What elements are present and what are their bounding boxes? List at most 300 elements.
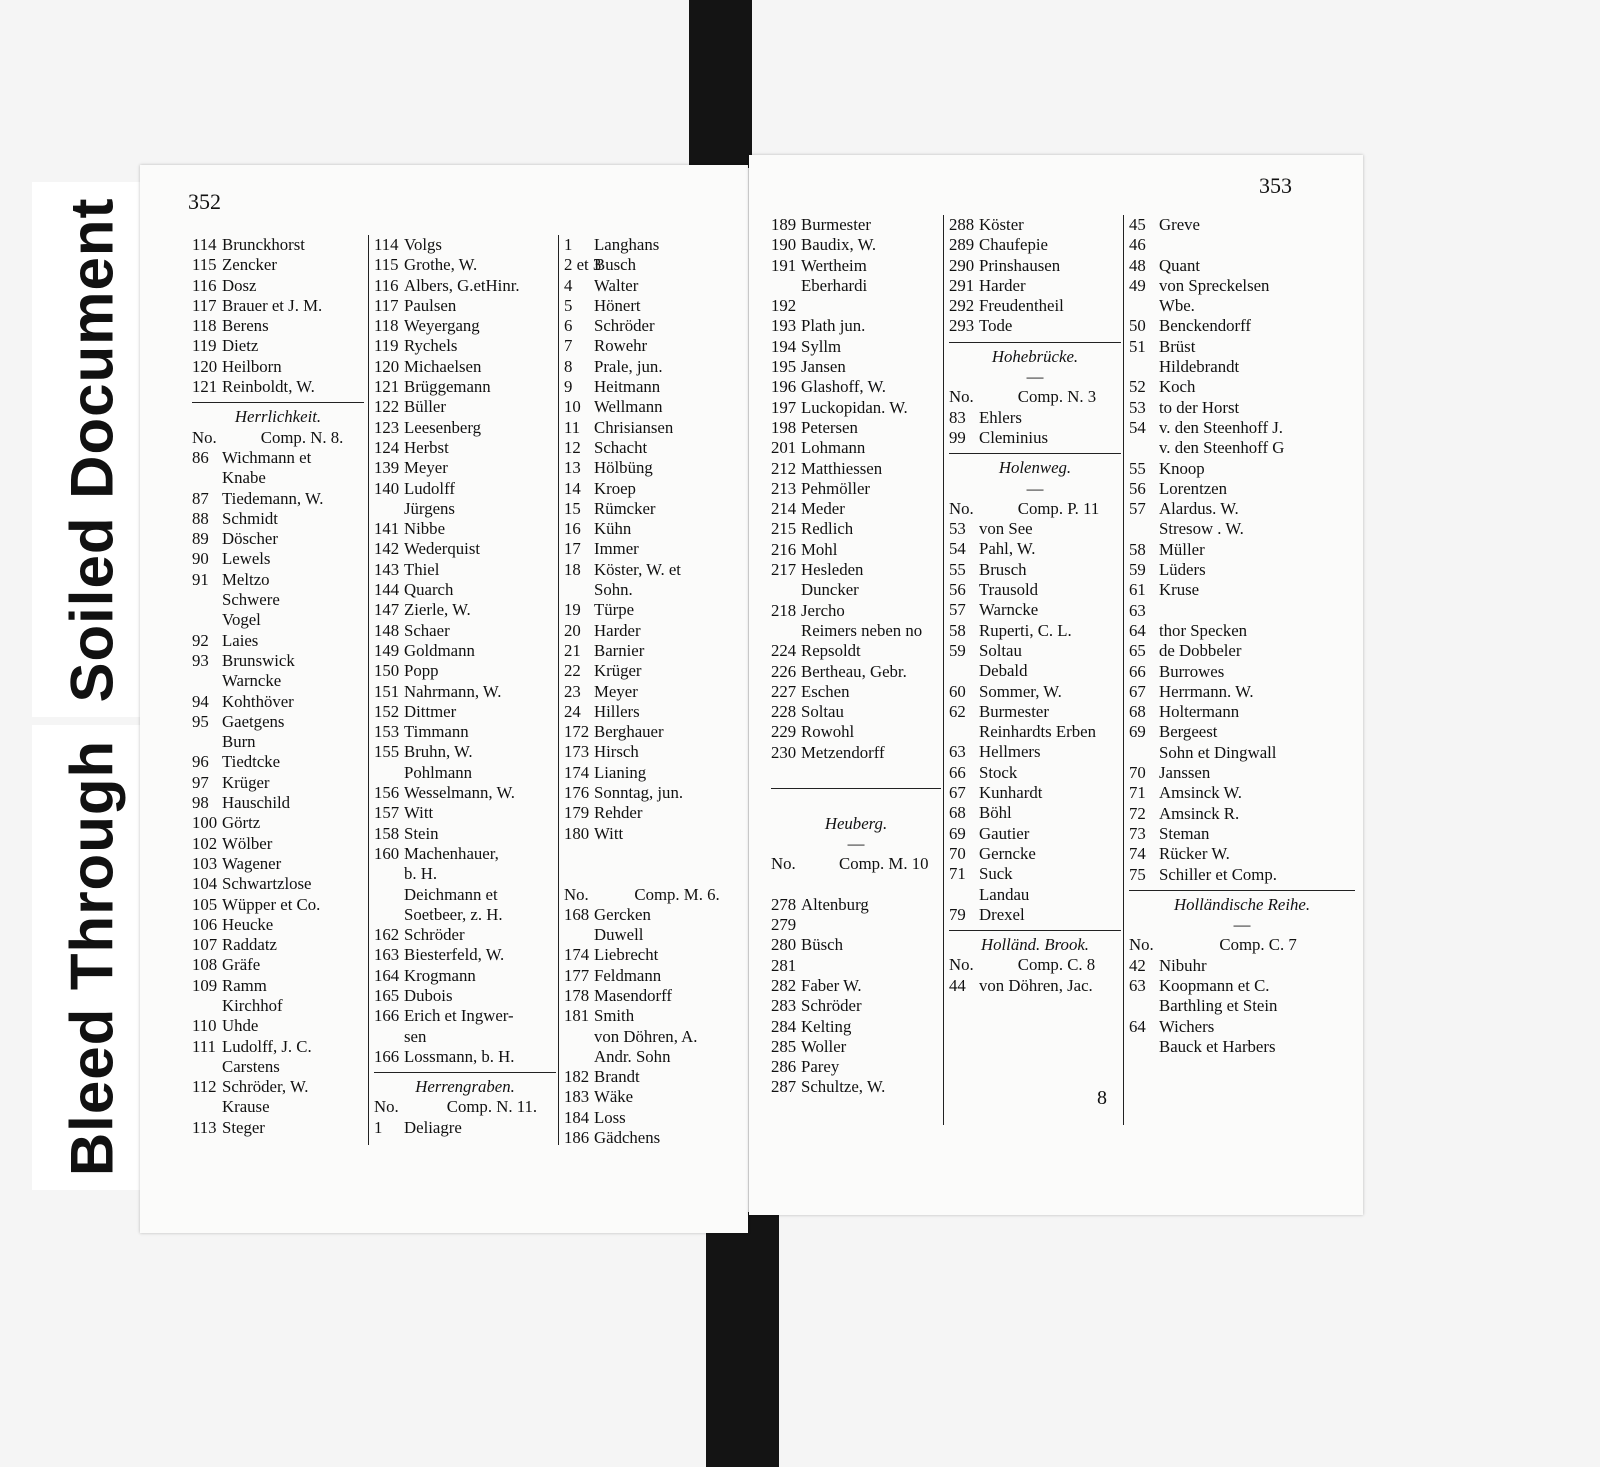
entry-name: Ramm: [222, 975, 267, 995]
list-item: [374, 986, 556, 1006]
list-item: [564, 945, 740, 965]
list-item: [771, 276, 941, 296]
entry-number: 195: [771, 357, 797, 377]
entry-name: Rehder: [594, 803, 643, 823]
entry-name: Jercho: [801, 600, 845, 620]
list-item: [1129, 276, 1355, 296]
entry-number: 2 et 3: [564, 255, 602, 275]
entry-name: Schröder, W.: [222, 1077, 309, 1097]
entry-number: 96: [192, 752, 209, 772]
header-comp: Comp. C. 7: [1219, 935, 1297, 955]
list-item: [192, 590, 364, 610]
entry-name: Eberhardi: [801, 275, 868, 295]
list-item: [771, 256, 941, 276]
entry-name: Dietz: [222, 336, 259, 356]
list-item: [1129, 479, 1355, 499]
entry-name: Görtz: [222, 813, 261, 833]
column-header: [564, 885, 740, 905]
section-dash: —: [1026, 367, 1044, 387]
entry-number: 115: [192, 255, 217, 275]
entry-name: von Döhren, Jac.: [979, 975, 1093, 995]
list-item: [1129, 824, 1355, 844]
entry-name: Stresow . W.: [1159, 519, 1244, 539]
header-no: No.: [374, 1097, 399, 1117]
list-item: [192, 895, 364, 915]
entry-name: Koch: [1159, 377, 1196, 397]
list-item: [374, 458, 556, 478]
list-item: [374, 722, 556, 742]
entry-number: 24: [564, 701, 581, 721]
entry-number: 73: [1129, 823, 1146, 843]
entry-number: 140: [374, 478, 400, 498]
entry-number: 20: [564, 620, 581, 640]
entry-number: 213: [771, 478, 797, 498]
entry-name: Tiedtcke: [222, 752, 281, 772]
column-header: [1129, 935, 1355, 955]
list-item: [771, 540, 941, 560]
blank-line: [771, 763, 941, 783]
list-item: [949, 905, 1121, 925]
list-item: [564, 661, 740, 681]
entry-number: 164: [374, 965, 400, 985]
entry-name: Meder: [801, 499, 845, 519]
entry-number: 279: [771, 915, 797, 935]
entry-name: Ludolff: [404, 478, 455, 498]
entry-name: Gädchens: [594, 1128, 661, 1148]
list-item: [192, 529, 364, 549]
list-item: [564, 621, 740, 641]
entry-name: Hirsch: [594, 742, 639, 762]
entry-name: Alardus. W.: [1159, 499, 1239, 519]
list-item: [1129, 662, 1355, 682]
entry-number: 156: [374, 783, 400, 803]
list-item: [771, 499, 941, 519]
entry-name: Kohthöver: [222, 691, 294, 711]
list-item: [771, 601, 941, 621]
right-page: [749, 155, 1363, 1215]
entry-name: Bertheau, Gebr.: [801, 661, 907, 681]
list-item: [949, 702, 1121, 722]
entry-number: 151: [374, 681, 400, 701]
entry-number: 54: [1129, 417, 1146, 437]
list-item: [949, 296, 1121, 316]
list-item: [564, 1067, 740, 1087]
entry-number: 53: [949, 519, 966, 539]
list-item: [949, 661, 1121, 681]
entry-number: 162: [374, 925, 400, 945]
column-header: [949, 955, 1121, 975]
entry-number: 165: [374, 985, 400, 1005]
list-item: [949, 580, 1121, 600]
entry-name: Schwartzlose: [222, 874, 312, 894]
entry-name: Brüggemann: [404, 377, 491, 397]
entry-number: 120: [192, 356, 218, 376]
entry-name: Albers, G.etHinr.: [404, 275, 520, 295]
list-item: [1129, 418, 1355, 438]
list-item: [771, 1037, 941, 1057]
list-item: [374, 539, 556, 559]
entry-number: 104: [192, 874, 218, 894]
entry-name: Schaer: [404, 620, 450, 640]
entry-name: Nahrmann, W.: [404, 681, 502, 701]
entry-name: Benckendorff: [1159, 316, 1251, 336]
list-item: [1129, 702, 1355, 722]
entry-number: 42: [1129, 955, 1146, 975]
entry-name: Rowohl: [801, 722, 855, 742]
list-item: [949, 722, 1121, 742]
entry-name: Witt: [594, 823, 624, 843]
list-item: [374, 397, 556, 417]
entry-number: 186: [564, 1128, 590, 1148]
entry-name: Barthling et Stein: [1159, 996, 1278, 1016]
entry-name: Burrowes: [1159, 661, 1225, 681]
entry-name: Loss: [594, 1107, 626, 1127]
entry-number: 63: [1129, 975, 1146, 995]
entry-name: Dubois: [404, 985, 453, 1005]
list-item: [1129, 398, 1355, 418]
entry-number: 229: [771, 722, 797, 742]
entry-name: Herbst: [404, 437, 449, 457]
list-item: [771, 1017, 941, 1037]
entry-name: Immer: [594, 539, 639, 559]
list-item: [374, 885, 556, 905]
entry-number: 57: [1129, 499, 1146, 519]
list-item: [771, 519, 941, 539]
entry-name: Nibbe: [404, 519, 446, 539]
list-item: [949, 763, 1121, 783]
entry-number: 122: [374, 397, 400, 417]
entry-number: 143: [374, 559, 400, 579]
list-item: [949, 864, 1121, 884]
right-page-number: 353: [1259, 173, 1292, 198]
entry-number: 198: [771, 417, 797, 437]
entry-name: Biesterfeld, W.: [404, 945, 505, 965]
entry-name: Deliagre: [404, 1117, 462, 1137]
list-item: [564, 1027, 740, 1047]
column-header: [374, 1097, 556, 1117]
column-divider: [558, 235, 559, 1145]
list-item: [949, 235, 1121, 255]
list-item: [564, 783, 740, 803]
entry-name: Eschen: [801, 681, 850, 701]
section-dash: —: [1233, 915, 1251, 935]
list-item: [564, 418, 740, 438]
list-item: [1129, 215, 1355, 235]
entry-name: Meltzo: [222, 569, 270, 589]
entry-number: 115: [374, 255, 399, 275]
entry-number: 114: [374, 235, 399, 254]
entry-name: Rümcker: [594, 498, 656, 518]
list-item: [771, 1077, 941, 1097]
list-item: [192, 854, 364, 874]
list-item: [374, 438, 556, 458]
list-item: [1129, 641, 1355, 661]
entry-name: Chaufepie: [979, 235, 1048, 255]
entry-name: von Spreckelsen: [1159, 275, 1270, 295]
list-item: [374, 682, 556, 702]
list-item: [949, 539, 1121, 559]
entry-number: 51: [1129, 336, 1146, 356]
list-item: [949, 641, 1121, 661]
list-item: [949, 844, 1121, 864]
entry-number: 21: [564, 640, 581, 660]
entry-number: 61: [1129, 580, 1146, 600]
entry-name: Reimers neben no: [801, 620, 923, 640]
list-item: [192, 276, 364, 296]
entry-name: Quarch: [404, 580, 454, 600]
section-heading: Holenweg.: [998, 458, 1072, 478]
entry-name: b. H.: [404, 864, 438, 884]
section-heading: Holländische Reihe.: [1173, 894, 1311, 914]
list-item: [564, 316, 740, 336]
list-item: [564, 763, 740, 783]
entry-number: 75: [1129, 864, 1146, 884]
section-rule: [771, 788, 941, 789]
entry-number: 191: [771, 255, 797, 275]
entry-number: 286: [771, 1057, 797, 1077]
entry-number: 58: [949, 620, 966, 640]
entry-number: 68: [949, 803, 966, 823]
entry-name: Sohn et Dingwall: [1159, 742, 1277, 762]
entry-number: 217: [771, 560, 797, 580]
header-no: No.: [564, 884, 589, 904]
right-column-3: [1129, 215, 1355, 1057]
list-item: [192, 935, 364, 955]
entry-name: Pahl, W.: [979, 539, 1036, 559]
list-item: [564, 702, 740, 722]
list-item: [771, 215, 941, 235]
entry-number: 22: [564, 661, 581, 681]
entry-number: 60: [949, 681, 966, 701]
entry-number: 103: [192, 853, 218, 873]
entry-number: 184: [564, 1107, 590, 1127]
entry-number: 44: [949, 975, 966, 995]
entry-name: Zencker: [222, 255, 277, 275]
list-item: [192, 631, 364, 651]
list-item: [949, 256, 1121, 276]
list-item: [1129, 316, 1355, 336]
entry-name: Herrmann. W.: [1159, 681, 1254, 701]
list-item: [949, 316, 1121, 336]
entry-number: 16: [564, 519, 581, 539]
entry-name: Koopmann et C.: [1159, 975, 1270, 995]
label-word-through: Through: [58, 739, 126, 990]
entry-number: 282: [771, 975, 797, 995]
entry-name: Drexel: [979, 904, 1025, 924]
entry-number: 45: [1129, 215, 1146, 234]
entry-name: Woller: [801, 1036, 847, 1056]
entry-name: Hauschild: [222, 793, 291, 813]
entry-name: Hillers: [594, 701, 640, 721]
entry-name: Sohn.: [594, 580, 633, 600]
header-no: No.: [1129, 935, 1154, 955]
entry-number: 147: [374, 600, 400, 620]
header-no: No.: [771, 854, 796, 874]
entry-number: 119: [374, 336, 399, 356]
entry-name: Leesenberg: [404, 417, 482, 437]
list-item: [771, 641, 941, 661]
list-item: [564, 925, 740, 945]
entry-name: Repsoldt: [801, 641, 861, 661]
entry-name: Krüger: [222, 772, 270, 792]
entry-number: 108: [192, 955, 218, 975]
entry-name: Laies: [222, 630, 259, 650]
list-item: [771, 296, 941, 316]
entry-name: Syllm: [801, 336, 842, 356]
entry-name: Schröder: [801, 996, 862, 1016]
entry-number: 57: [949, 600, 966, 620]
entry-name: Baudix, W.: [801, 235, 877, 255]
list-item: [1129, 438, 1355, 458]
list-item: [192, 915, 364, 935]
entry-number: 105: [192, 894, 218, 914]
entry-number: 89: [192, 529, 209, 549]
entry-number: 212: [771, 458, 797, 478]
header-no: No.: [192, 427, 217, 447]
section-rule: [374, 1072, 556, 1073]
entry-name: Masendorff: [594, 985, 672, 1005]
list-item: [1129, 976, 1355, 996]
entry-number: 284: [771, 1016, 797, 1036]
entry-name: Mohl: [801, 539, 838, 559]
list-item: [192, 1118, 364, 1138]
entry-number: 5: [564, 295, 573, 315]
list-item: [564, 986, 740, 1006]
entry-name: Wüpper et Co.: [222, 894, 321, 914]
entry-name: Bergeest: [1159, 722, 1218, 742]
section-rule: [949, 453, 1121, 454]
list-item: [374, 296, 556, 316]
entry-number: 18: [564, 559, 581, 579]
entry-number: 102: [192, 833, 218, 853]
entry-name: Raddatz: [222, 935, 277, 955]
list-item: [374, 519, 556, 539]
entry-name: Matthiessen: [801, 458, 883, 478]
entry-number: 117: [374, 295, 399, 315]
list-item: [192, 1037, 364, 1057]
list-item: [949, 215, 1121, 235]
list-item: [374, 1006, 556, 1026]
list-item: [771, 956, 941, 976]
entry-number: 119: [192, 336, 217, 356]
list-item: [374, 844, 556, 864]
entry-number: 166: [374, 1046, 400, 1066]
entry-number: 97: [192, 772, 209, 792]
entry-number: 114: [192, 235, 217, 254]
entry-number: 142: [374, 539, 400, 559]
entry-number: 66: [949, 762, 966, 782]
entry-number: 141: [374, 519, 400, 539]
entry-number: 74: [1129, 844, 1146, 864]
entry-name: Tiedemann, W.: [222, 488, 324, 508]
entry-number: 71: [1129, 783, 1146, 803]
list-item: [564, 824, 740, 844]
entry-number: 63: [1129, 600, 1146, 620]
list-item: [192, 712, 364, 732]
list-item: [374, 803, 556, 823]
entry-number: 11: [564, 417, 581, 437]
list-item: [374, 377, 556, 397]
entry-number: 68: [1129, 702, 1146, 722]
entry-number: 192: [771, 296, 797, 316]
list-item: [374, 864, 556, 884]
entry-name: Heilborn: [222, 356, 282, 376]
entry-name: Gräfe: [222, 955, 261, 975]
list-item: [374, 255, 556, 275]
entry-number: 144: [374, 580, 400, 600]
entry-name: Smith: [594, 1006, 635, 1026]
list-item: [771, 996, 941, 1016]
entry-name: thor Specken: [1159, 620, 1248, 640]
column-divider: [368, 235, 369, 1145]
section-heading: Heuberg.: [824, 813, 888, 833]
entry-name: Krüger: [594, 661, 642, 681]
entry-number: 15: [564, 498, 581, 518]
entry-number: 4: [564, 275, 573, 295]
list-item: [564, 742, 740, 762]
entry-name: Ehlers: [979, 407, 1022, 427]
list-item: [771, 743, 941, 763]
label-word-bleed: Bleed: [58, 1007, 126, 1176]
entry-name: Harder: [979, 275, 1026, 295]
list-item: [771, 1057, 941, 1077]
entry-name: Meyer: [594, 681, 638, 701]
entry-name: Ludolff, J. C.: [222, 1036, 312, 1056]
list-item: [564, 1108, 740, 1128]
list-item: [1129, 743, 1355, 763]
left-page-number: 352: [188, 189, 221, 214]
column-header: [192, 428, 364, 448]
list-item: [564, 519, 740, 539]
entry-number: 193: [771, 316, 797, 336]
entry-name: Krogmann: [404, 965, 476, 985]
entry-name: Machenhauer,: [404, 843, 499, 863]
entry-name: Andr. Sohn: [594, 1046, 671, 1066]
list-item: [192, 955, 364, 975]
entry-number: 69: [1129, 722, 1146, 742]
list-item: [374, 357, 556, 377]
list-item: [1129, 996, 1355, 1016]
entry-number: 79: [949, 904, 966, 924]
list-item: [771, 621, 941, 641]
entry-number: 52: [1129, 377, 1146, 397]
entry-name: Pohlmann: [404, 762, 473, 782]
list-item: [1129, 540, 1355, 560]
entry-name: Berghauer: [594, 722, 664, 742]
entry-name: v. den Steenhoff J.: [1159, 417, 1283, 437]
right-page-footer: 8: [1097, 1087, 1107, 1109]
entry-name: Dosz: [222, 275, 257, 295]
entry-number: 214: [771, 499, 797, 519]
list-item: [374, 905, 556, 925]
entry-name: Brüst: [1159, 336, 1196, 356]
entry-name: Hölbüng: [594, 458, 653, 478]
list-item: [771, 459, 941, 479]
list-item: [374, 276, 556, 296]
list-item: [949, 783, 1121, 803]
entry-name: Brunckhorst: [222, 235, 305, 254]
list-item: [1129, 722, 1355, 742]
list-item: [374, 580, 556, 600]
entry-name: Cleminius: [979, 427, 1048, 447]
list-item: [192, 996, 364, 1016]
entry-name: Greve: [1159, 215, 1200, 234]
blank-line: [564, 864, 740, 884]
list-item: [192, 377, 364, 397]
list-item: [1129, 519, 1355, 539]
entry-name: Reinboldt, W.: [222, 377, 315, 397]
entry-name: Freudentheil: [979, 296, 1064, 316]
